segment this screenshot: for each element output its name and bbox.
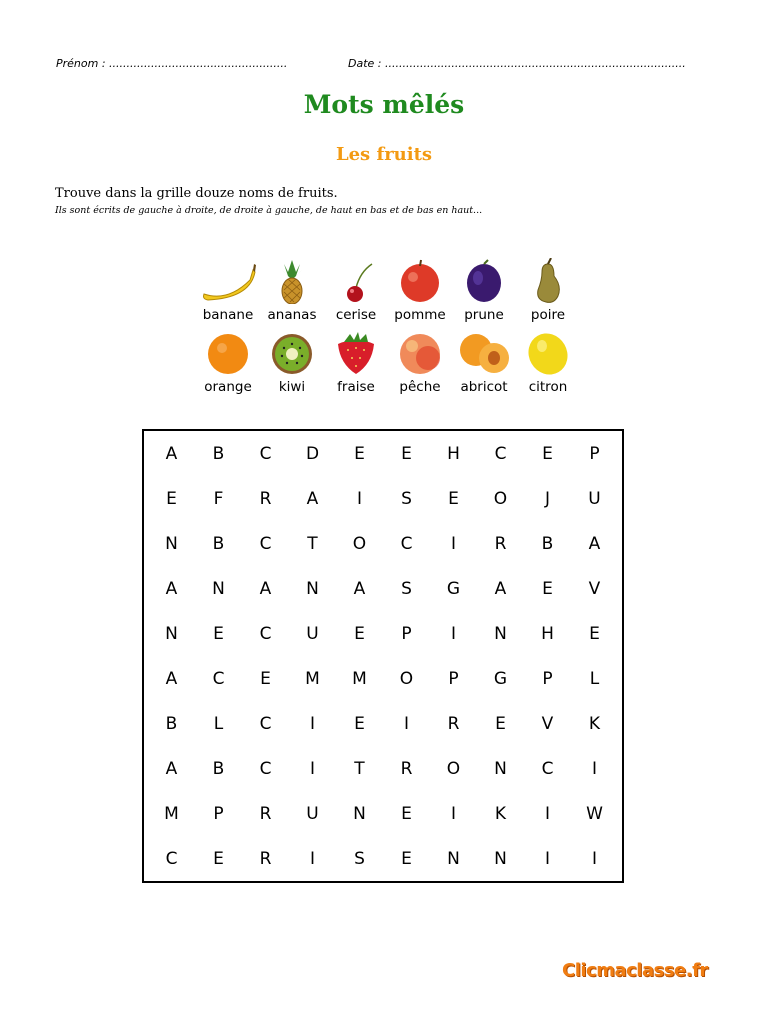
grid-cell: C <box>165 848 178 869</box>
grid-cell: E <box>448 488 459 509</box>
grid-cell: I <box>356 488 362 509</box>
grid-cell: C <box>259 713 272 734</box>
peach-icon <box>390 330 450 376</box>
pineapple-icon <box>262 258 322 304</box>
grid-cell: G <box>493 668 508 689</box>
kiwi-icon <box>262 330 322 376</box>
fruit-item <box>196 258 260 324</box>
fruit-label: cerise <box>335 307 377 323</box>
grid-cell: B <box>541 533 554 554</box>
grid-cell: R <box>400 758 413 779</box>
grid-cell: L <box>213 713 224 734</box>
fruit-label: ananas <box>267 307 317 323</box>
fruit-label: orange <box>204 379 252 395</box>
grid-cell: H <box>541 623 554 644</box>
grid-cell: C <box>400 533 413 554</box>
grid-cell: I <box>403 713 409 734</box>
grid-cell: A <box>165 758 178 779</box>
grid-cell: L <box>589 668 600 689</box>
grid-cell: S <box>354 848 365 869</box>
grid-cell: O <box>352 533 367 554</box>
fruit-item <box>324 258 388 324</box>
prenom-field: Prénom : ................................................... <box>56 57 288 70</box>
grid-cell: G <box>446 578 461 599</box>
grid-cell: N <box>165 623 178 644</box>
grid-cell: I <box>450 803 456 824</box>
site-logo: Clicmaclasse.fr <box>562 960 708 981</box>
grid-cell: C <box>259 623 272 644</box>
grid-cell: A <box>259 578 272 599</box>
grid-cell: O <box>399 668 414 689</box>
grid-cell: A <box>306 488 319 509</box>
fruit-item <box>388 330 452 396</box>
grid-cell: E <box>401 803 412 824</box>
grid-cell: C <box>259 443 272 464</box>
grid-cell: N <box>165 533 178 554</box>
grid-cell: C <box>259 758 272 779</box>
grid-cell: C <box>541 758 554 779</box>
fruit-item <box>452 258 516 324</box>
date-field: Date : ...................................................................................... <box>348 57 686 70</box>
pear-icon <box>518 258 578 304</box>
banana-icon <box>198 258 258 304</box>
fruit-item <box>260 330 324 396</box>
grid-cell: A <box>494 578 507 599</box>
fruit-label: abricot <box>460 379 508 395</box>
grid-cell: C <box>212 668 225 689</box>
grid-cell: F <box>213 488 224 509</box>
grid-cell: N <box>353 803 366 824</box>
grid-cell: I <box>450 533 456 554</box>
grid-cell: B <box>212 443 225 464</box>
grid-cell: P <box>213 803 224 824</box>
grid-cell: V <box>541 713 554 734</box>
grid-cell: O <box>446 758 461 779</box>
grid-cell: I <box>544 848 550 869</box>
cherry-icon <box>326 258 386 304</box>
fruit-label: pomme <box>394 307 446 323</box>
fruit-label: banane <box>202 307 254 323</box>
grid-cell: N <box>494 758 507 779</box>
grid-cell: E <box>213 623 224 644</box>
grid-cell: E <box>401 443 412 464</box>
grid-cell: E <box>589 623 600 644</box>
fruit-label: prune <box>464 307 504 323</box>
grid-cell: C <box>494 443 507 464</box>
grid-cell: O <box>493 488 508 509</box>
grid-cell: N <box>494 848 507 869</box>
grid-cell: I <box>309 758 315 779</box>
grid-cell: T <box>354 758 365 779</box>
grid-cell: A <box>165 443 178 464</box>
grid-cell: B <box>165 713 178 734</box>
instructions-sub: Ils sont écrits de gauche à droite, de droite à gauche, de haut en bas et de bas en haut... <box>55 205 483 216</box>
fruit-label: citron <box>528 379 568 395</box>
grid-cell: B <box>212 758 225 779</box>
fruit-item <box>260 258 324 324</box>
word-search-grid <box>142 429 624 883</box>
grid-cell: K <box>494 803 507 824</box>
grid-cell: M <box>164 803 179 824</box>
grid-cell: E <box>354 443 365 464</box>
fruit-label: kiwi <box>278 379 306 395</box>
grid-cell: D <box>305 443 320 464</box>
grid-cell: E <box>354 623 365 644</box>
grid-cell: N <box>306 578 319 599</box>
fruit-label: poire <box>530 307 566 323</box>
strawberry-icon <box>326 330 386 376</box>
grid-cell: E <box>495 713 506 734</box>
grid-cell: R <box>259 848 272 869</box>
fruit-item <box>516 330 580 396</box>
grid-cell: P <box>448 668 459 689</box>
grid-cell: E <box>542 443 553 464</box>
grid-cell: W <box>586 803 603 824</box>
grid-cell: H <box>447 443 460 464</box>
grid-cell: A <box>353 578 366 599</box>
grid-cell: E <box>260 668 271 689</box>
grid-cell: R <box>259 488 272 509</box>
grid-cell: N <box>494 623 507 644</box>
grid-cell: U <box>306 803 319 824</box>
apple-icon <box>390 258 450 304</box>
grid-cell: N <box>212 578 225 599</box>
grid-cell: R <box>447 713 460 734</box>
apricot-icon <box>454 330 514 376</box>
page-subtitle: Les fruits <box>335 144 433 165</box>
grid-cell: U <box>306 623 319 644</box>
grid-cell: E <box>166 488 177 509</box>
fruit-label: fraise <box>337 379 375 395</box>
grid-cell: C <box>259 533 272 554</box>
grid-cell: E <box>354 713 365 734</box>
grid-cell: J <box>544 488 550 509</box>
grid-cell: E <box>401 848 412 869</box>
grid-cell: V <box>588 578 601 599</box>
grid-cell: I <box>591 848 597 869</box>
header-line <box>56 57 716 71</box>
fruit-item <box>388 258 452 324</box>
grid-cell: E <box>542 578 553 599</box>
grid-cell: M <box>305 668 320 689</box>
grid-cell: S <box>401 488 412 509</box>
fruit-item <box>196 330 260 396</box>
grid-cell: E <box>213 848 224 869</box>
grid-cell: P <box>589 443 600 464</box>
grid-cell: I <box>591 758 597 779</box>
fruit-item <box>452 330 516 396</box>
grid-cell: N <box>447 848 460 869</box>
grid-cell: I <box>309 713 315 734</box>
instructions-main: Trouve dans la grille douze noms de fruits. <box>55 186 338 201</box>
lemon-icon <box>518 330 578 376</box>
grid-cell: T <box>307 533 318 554</box>
grid-cell: A <box>165 578 178 599</box>
grid-cell: M <box>352 668 367 689</box>
page-title: Mots mêlés <box>303 90 465 119</box>
grid-cell: P <box>401 623 412 644</box>
grid-cell: U <box>588 488 601 509</box>
grid-cell: A <box>588 533 601 554</box>
grid-cell: I <box>450 623 456 644</box>
grid-cell: A <box>165 668 178 689</box>
fruit-list <box>196 258 580 396</box>
grid-cell: S <box>401 578 412 599</box>
grid-cell: I <box>544 803 550 824</box>
grid-cell: I <box>309 848 315 869</box>
fruit-item <box>516 258 580 324</box>
grid-cell: R <box>259 803 272 824</box>
plum-icon <box>454 258 514 304</box>
fruit-item <box>324 330 388 396</box>
grid-cell: R <box>494 533 507 554</box>
grid-cell: K <box>588 713 601 734</box>
grid-cell: P <box>542 668 553 689</box>
fruit-label: pêche <box>399 379 441 395</box>
orange-icon <box>198 330 258 376</box>
grid-cell: B <box>212 533 225 554</box>
